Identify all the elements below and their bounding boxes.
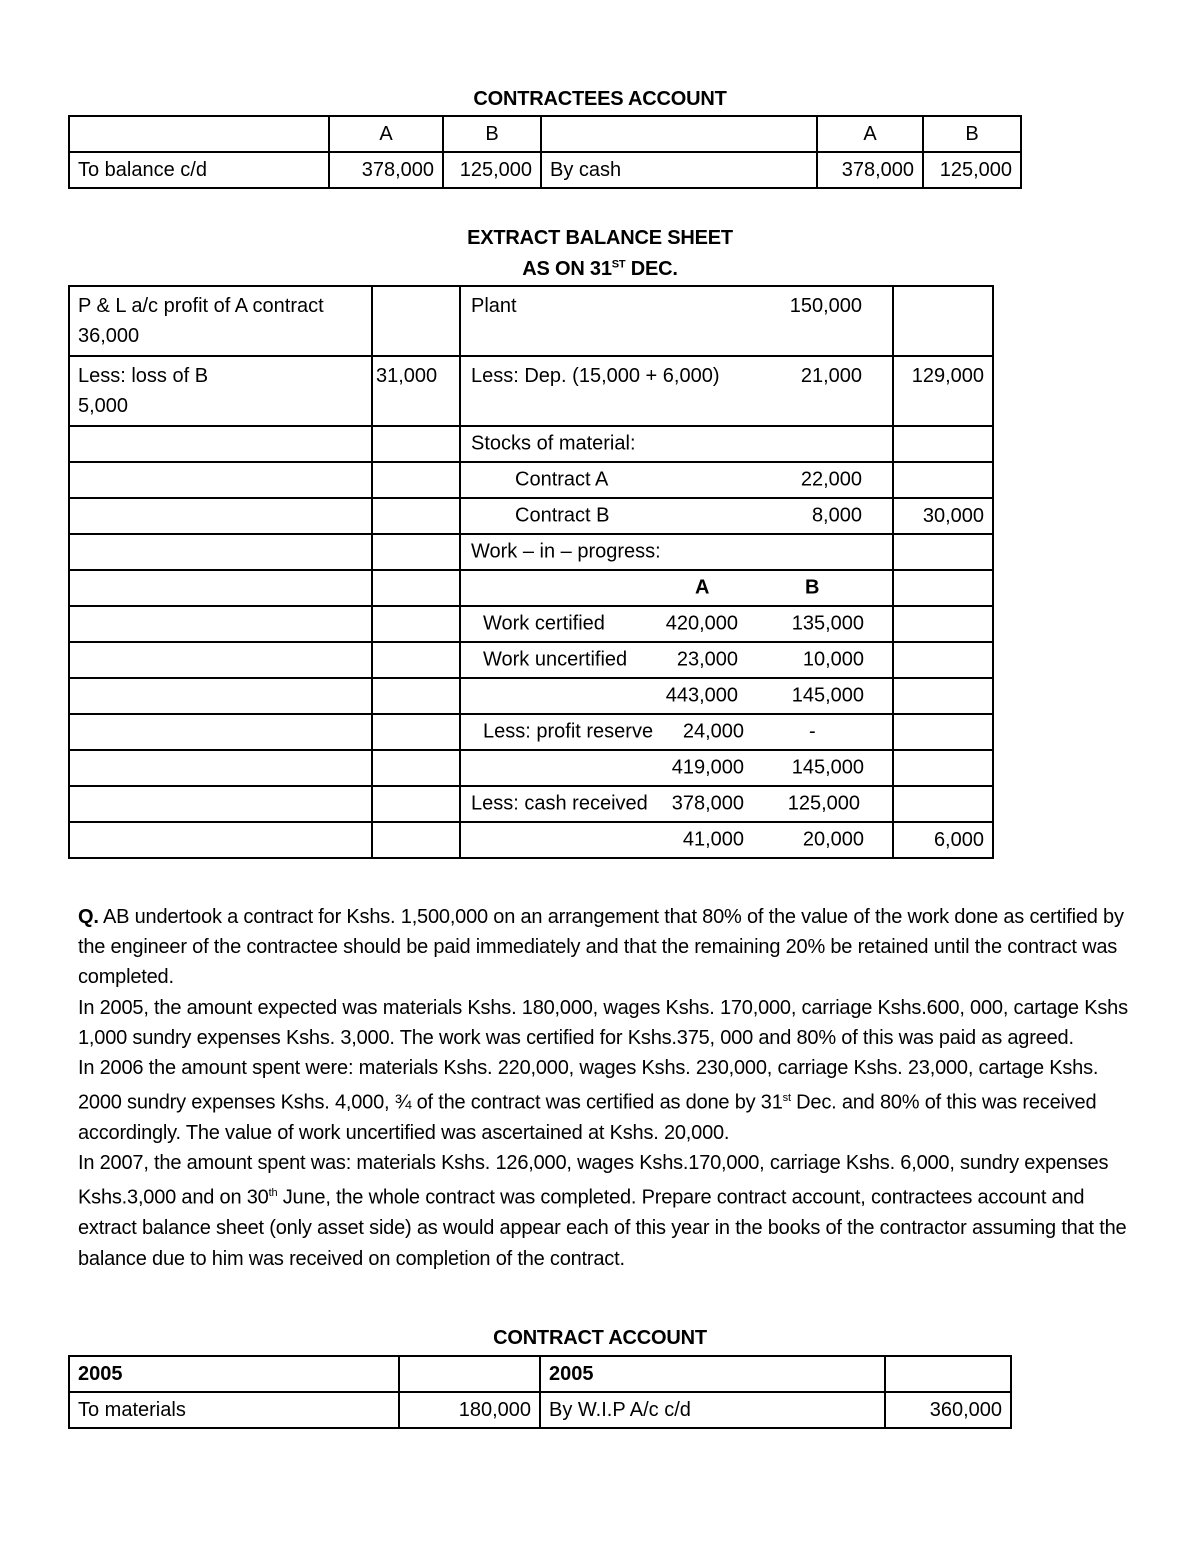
table-cell [372, 498, 460, 534]
table-cell [69, 750, 372, 786]
table-cell: 378,000 [329, 152, 443, 188]
contract-a-cell [460, 462, 893, 498]
question-para-3 [78, 1053, 1128, 1148]
profit-reserve-a: 24,000 [682, 720, 744, 743]
work-certified-a: 420,000 [665, 612, 738, 635]
work-certified-label: Work certified [483, 612, 605, 635]
table-cell [69, 534, 372, 570]
pl-line1: P & L a/c profit of A contract [78, 295, 324, 317]
profit-reserve-b: - [809, 720, 816, 743]
contract-b-cell [460, 498, 893, 534]
table-cell [69, 642, 372, 678]
table-cell [372, 606, 460, 642]
contract-b-value: 8,000 [811, 504, 862, 527]
final-cell [460, 822, 893, 858]
table-row [69, 714, 993, 750]
loss-line2: 5,000 [78, 395, 129, 417]
table-cell [372, 286, 460, 356]
table-row [69, 822, 993, 858]
work-certified-cell [460, 606, 893, 642]
table-cell [372, 534, 460, 570]
work-uncertified-cell [460, 642, 893, 678]
table-header-row [69, 116, 1021, 152]
table-cell [372, 642, 460, 678]
question-text-1: AB undertook a contract for Kshs. 1,500,000 on an arrangement that 80% of the value of the work done as certified by the engineer of the contractee should be paid immediately and that the remaining 20% be retained until the contract was completed. [78, 906, 1124, 989]
table-row [69, 1392, 1011, 1428]
table-cell: To balance c/d [69, 152, 329, 188]
loss-cell [69, 356, 372, 426]
table-cell [372, 750, 460, 786]
table-cell [69, 426, 372, 462]
table-row [69, 606, 993, 642]
question-para-4 [78, 1148, 1128, 1273]
table-row [69, 750, 993, 786]
table-cell [372, 714, 460, 750]
work-uncertified-label: Work uncertified [483, 648, 628, 671]
pl-profit-cell [69, 286, 372, 356]
header-cell: A [817, 116, 923, 152]
contract-account-table [68, 1355, 1012, 1429]
header-cell: B [923, 116, 1021, 152]
table-cell [893, 606, 993, 642]
subtotal-a: 443,000 [665, 684, 738, 707]
table-row [69, 426, 993, 462]
table-cell: 360,000 [885, 1392, 1011, 1428]
contractees-table [68, 115, 1022, 189]
table-cell [893, 750, 993, 786]
wip-total-cell: 6,000 [893, 822, 993, 858]
table-cell: 378,000 [817, 152, 923, 188]
contract-a-label: Contract A [515, 468, 609, 491]
table-cell [372, 678, 460, 714]
table-cell [893, 534, 993, 570]
final-b: 20,000 [802, 828, 864, 851]
table-row [69, 286, 993, 356]
table-cell [69, 606, 372, 642]
table-cell [69, 786, 372, 822]
header-cell [69, 116, 329, 152]
table-row [69, 152, 1021, 188]
table-cell [372, 570, 460, 606]
table-cell: 125,000 [443, 152, 541, 188]
question-text-3b: Dec. and 80% of this was received accordingly. The value of work uncertified was ascertained at Kshs. 20,000. [78, 1091, 1097, 1145]
table-cell [893, 714, 993, 750]
work-uncertified-a: 23,000 [676, 648, 738, 671]
plant-value: 150,000 [789, 295, 862, 317]
table-cell [893, 786, 993, 822]
header-cell [399, 1356, 540, 1392]
wip-col-a: A [695, 576, 710, 599]
table-cell [893, 426, 993, 462]
contract-account-title: CONTRACT ACCOUNT [493, 1327, 707, 1349]
table-cell [69, 462, 372, 498]
pl-line2: 36,000 [78, 325, 140, 347]
table-cell: By W.I.P A/c c/d [540, 1392, 885, 1428]
contractees-title: CONTRACTEES ACCOUNT [473, 88, 727, 110]
cash-received-a: 378,000 [671, 792, 744, 815]
stocks-label: Stocks of material: [471, 432, 636, 455]
question-sup-3: st [782, 1092, 791, 1105]
after-reserve-a: 419,000 [671, 756, 744, 779]
subtitle-text: AS ON 31 [522, 258, 612, 280]
wip-col-b: B [805, 576, 820, 599]
plant-net-cell: 129,000 [893, 356, 993, 426]
table-cell [69, 822, 372, 858]
table-cell [893, 286, 993, 356]
dep-label: Less: Dep. (15,000 + 6,000) [471, 365, 720, 387]
question-text [78, 902, 1128, 1274]
table-row [69, 462, 993, 498]
table-row [69, 570, 993, 606]
header-cell: B [443, 116, 541, 152]
table-cell: By cash [541, 152, 817, 188]
stocks-total-cell: 30,000 [893, 498, 993, 534]
balance-sheet-title: EXTRACT BALANCE SHEET [467, 227, 733, 249]
table-cell [893, 678, 993, 714]
table-row [69, 356, 993, 426]
balance-sheet-table [68, 285, 994, 859]
question-sup-4: th [268, 1187, 278, 1200]
header-cell: 2005 [540, 1356, 885, 1392]
question-text-4b: June, the whole contract was completed. Prepare contract account, contractees account and extract balance sheet (only asset side) as would appear each of this year in the books of the contractor assuming that the balance due to him was received on completion of the contract. [78, 1187, 1127, 1270]
question-text-4a: In 2007, the amount spent was: materials Kshs. 126,000, wages Kshs.170,000, carriage Kshs. 6,000, sundry expenses Kshs.3,000 and on 30 [78, 1152, 1109, 1210]
table-cell [893, 462, 993, 498]
table-cell: 125,000 [923, 152, 1021, 188]
balance-sheet-subtitle [0, 258, 1200, 281]
loss-line1: Less: loss of B [78, 365, 209, 387]
wip-label: Work – in – progress: [471, 540, 661, 563]
subtitle-end: DEC. [625, 258, 678, 280]
table-cell [69, 570, 372, 606]
wip-header-cell [460, 570, 893, 606]
after-reserve-cell [460, 750, 893, 786]
header-cell: 2005 [69, 1356, 399, 1392]
question-text-3a: In 2006 the amount spent were: materials Kshs. 220,000, wages Kshs. 230,000, carriage Kshs. 23,000, cartage Kshs. 2000 sundry expenses Kshs. 4,000, ¾ of the contract was certified as done by 31 [78, 1057, 1099, 1114]
table-cell [69, 678, 372, 714]
table-cell [372, 822, 460, 858]
cash-received-b: 125,000 [787, 792, 860, 815]
wip-cell [460, 534, 893, 570]
table-cell [69, 714, 372, 750]
dep-cell [460, 356, 893, 426]
table-cell [372, 426, 460, 462]
header-cell: A [329, 116, 443, 152]
question-para-2: In 2005, the amount expected was materials Kshs. 180,000, wages Kshs. 170,000, carriage Kshs.600, 000, cartage Kshs 1,000 sundry expenses Kshs. 3,000. The work was certified for Kshs.375, 000 and 80% of this was paid as agreed. [78, 996, 1128, 1049]
contract-a-value: 22,000 [800, 468, 862, 491]
table-cell [69, 498, 372, 534]
table-cell: To materials [69, 1392, 399, 1428]
profit-reserve-cell [460, 714, 893, 750]
header-cell [541, 116, 817, 152]
table-cell [893, 570, 993, 606]
final-a: 41,000 [682, 828, 744, 851]
profit-reserve-label: Less: profit reserve [483, 720, 654, 743]
plant-label: Plant [471, 295, 517, 317]
table-header-row [69, 1356, 1011, 1392]
table-cell [893, 642, 993, 678]
table-row [69, 786, 993, 822]
dep-value: 21,000 [800, 365, 862, 387]
question-label: Q. [78, 906, 99, 928]
stocks-cell [460, 426, 893, 462]
cash-received-cell [460, 786, 893, 822]
table-row [69, 498, 993, 534]
plant-cell [460, 286, 893, 356]
question-para-1 [78, 902, 1128, 993]
header-cell [885, 1356, 1011, 1392]
table-cell [372, 786, 460, 822]
work-certified-b: 135,000 [791, 612, 864, 635]
after-reserve-b: 145,000 [791, 756, 864, 779]
table-row [69, 534, 993, 570]
subtotal-cell [460, 678, 893, 714]
subtotal-b: 145,000 [791, 684, 864, 707]
cash-received-label: Less: cash received [471, 792, 648, 815]
work-uncertified-b: 10,000 [802, 648, 864, 671]
table-row [69, 642, 993, 678]
net-profit-cell: 31,000 [372, 356, 460, 426]
subtitle-sup: ST [611, 258, 626, 271]
contract-b-label: Contract B [515, 504, 610, 527]
table-cell: 180,000 [399, 1392, 540, 1428]
table-cell [372, 462, 460, 498]
table-row [69, 678, 993, 714]
